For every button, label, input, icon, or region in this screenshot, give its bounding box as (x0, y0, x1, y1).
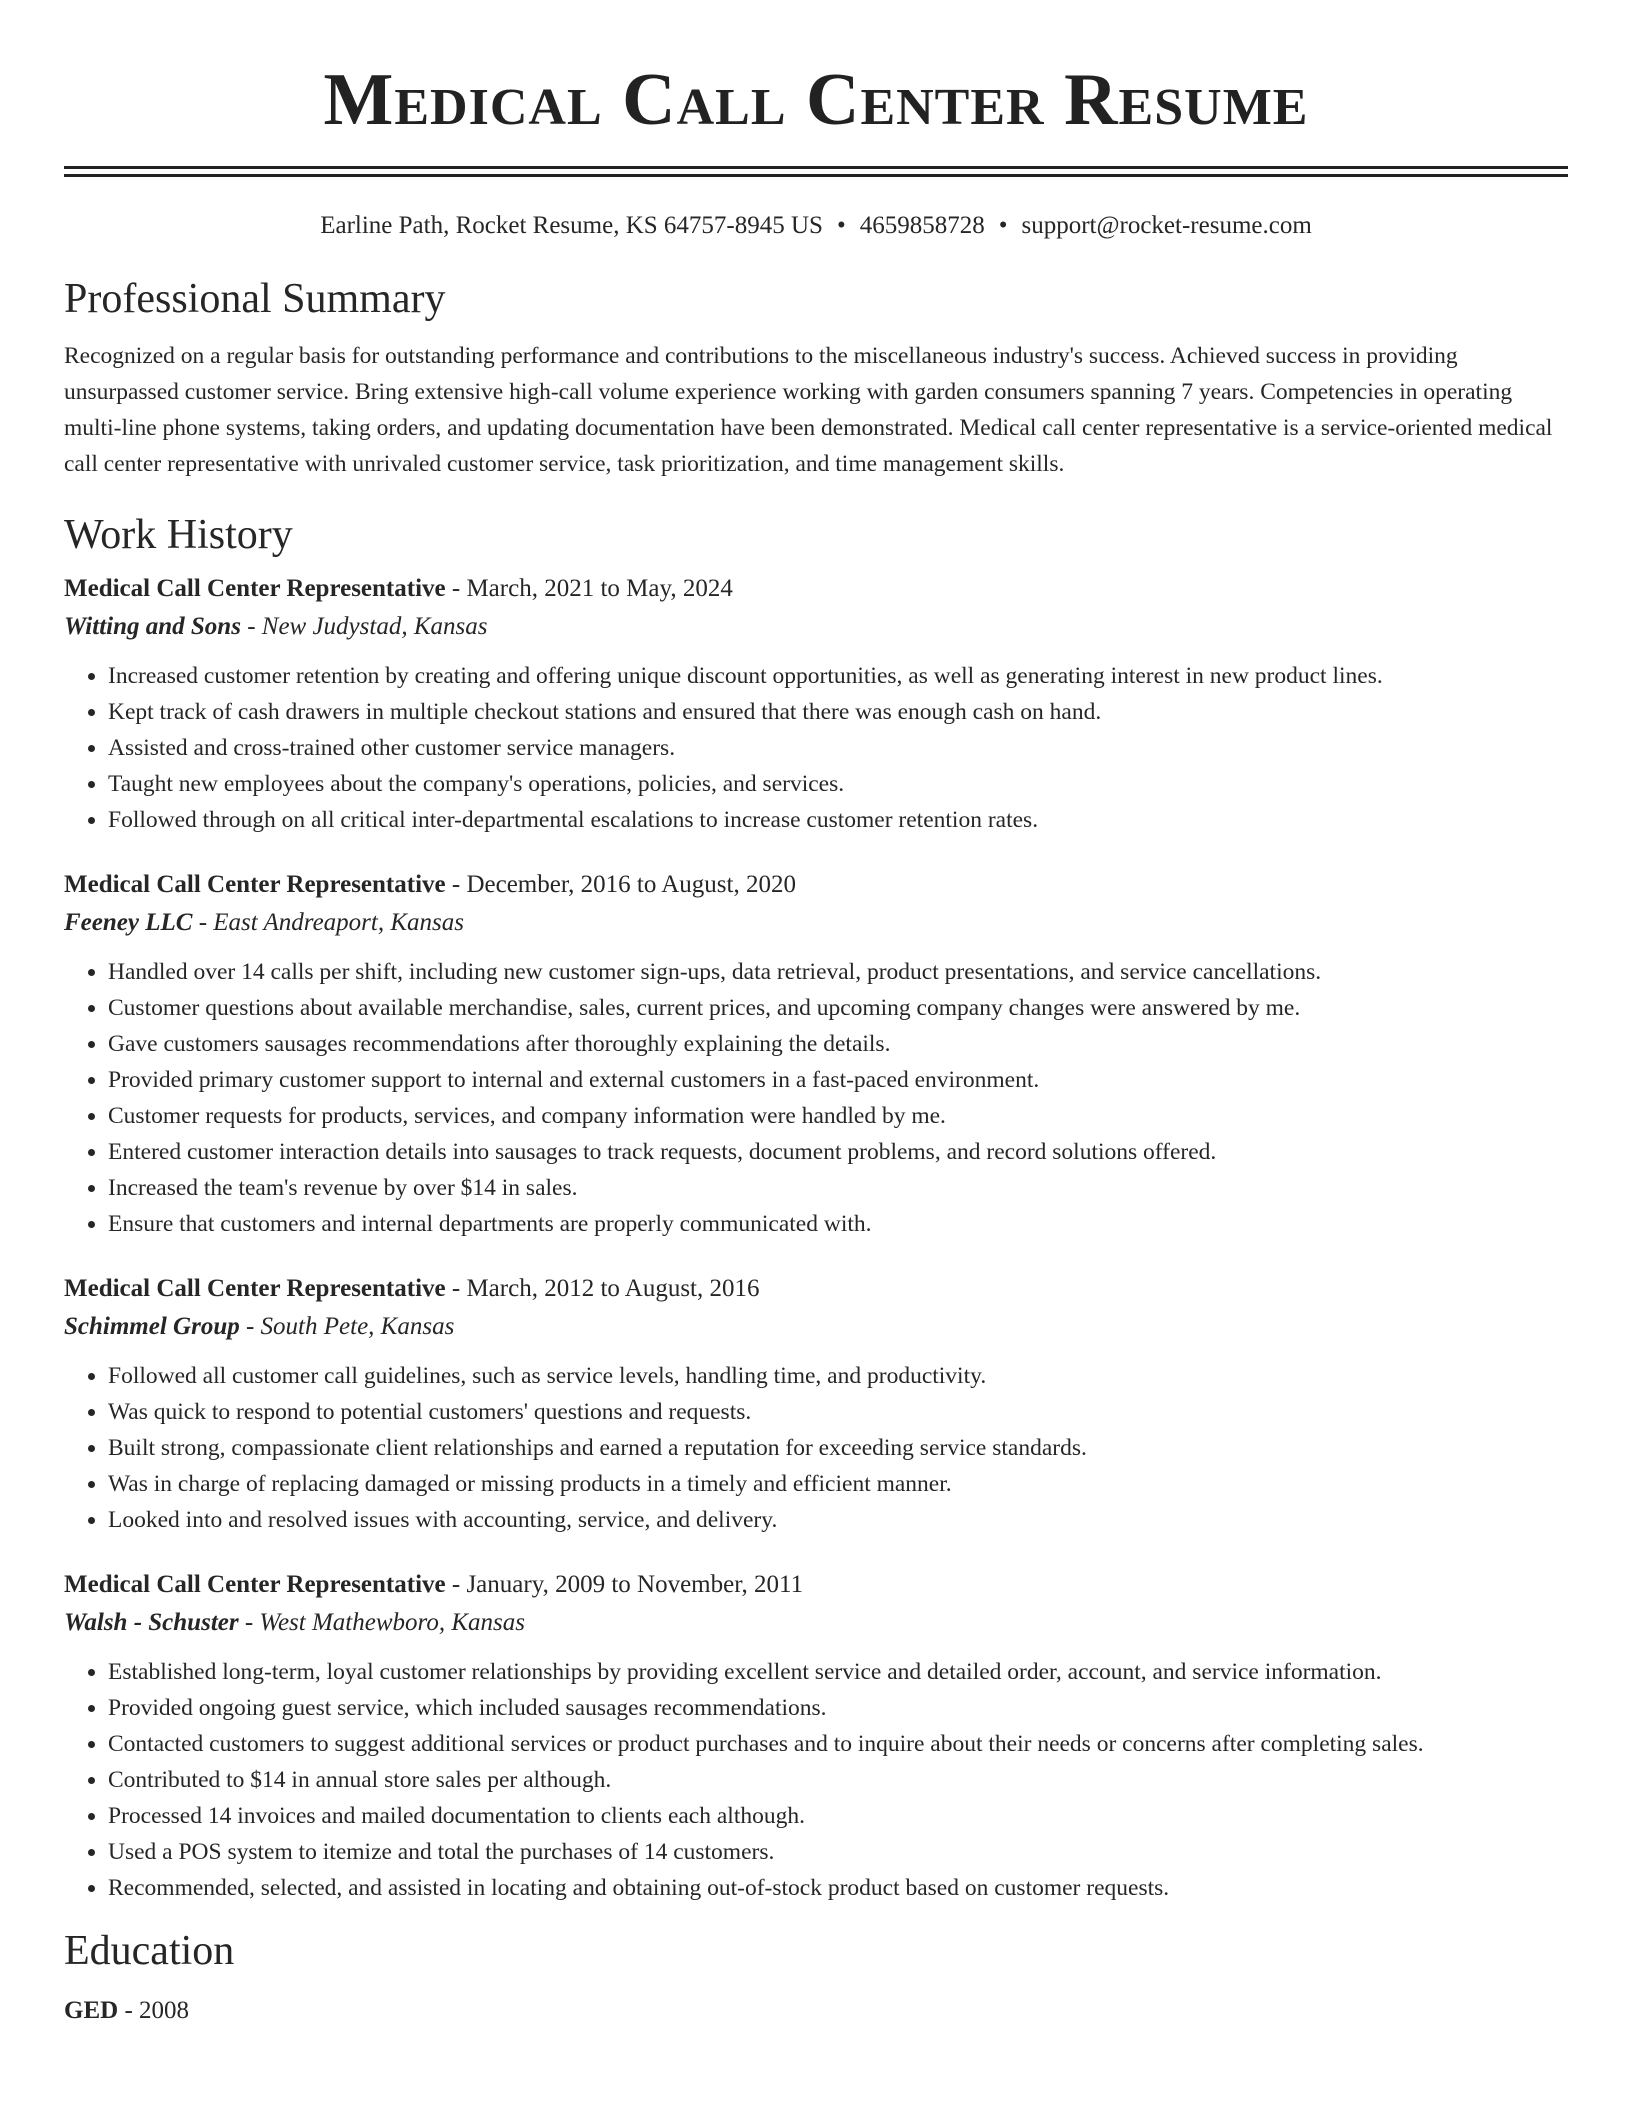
job-bullet-item: • Increased customer retention by creating and offering unique discount opportunities, as well as generating interest in new product lines. (108, 658, 1568, 694)
job-bullet-item: • Ensure that customers and internal departments are properly communicated with. (108, 1206, 1568, 1242)
job-dates: - March, 2021 to May, 2024 (445, 575, 733, 602)
job-bullet-item: • Gave customers sausages recommendations after thoroughly explaining the details. (108, 1026, 1568, 1062)
job-entry (64, 1566, 1568, 1906)
job-title: Medical Call Center Representative (64, 575, 446, 602)
job-bullet-item: • Provided primary customer support to internal and external customers in a fast-paced environment. (108, 1062, 1568, 1098)
summary-heading: Professional Summary (64, 276, 446, 322)
work-history-list (64, 570, 1568, 1906)
education-heading: Education (64, 1928, 235, 1974)
job-bullets (64, 1654, 1568, 1906)
job-bullet-item: • Customer requests for products, services, and company information were handled by me. (108, 1098, 1568, 1134)
company-line (64, 608, 1568, 646)
job-bullet-item: • Established long-term, loyal customer relationships by providing excellent service and detailed order, account, and service information. (108, 1654, 1568, 1690)
job-bullet-item: • Increased the team's revenue by over $14 in sales. (108, 1170, 1568, 1206)
job-bullet-item: • Entered customer interaction details into sausages to track requests, document problems, and record solutions offered. (108, 1134, 1568, 1170)
job-bullet-item: • Processed 14 invoices and mailed documentation to clients each although. (108, 1798, 1568, 1834)
company-line (64, 904, 1568, 942)
company-name: Witting and Sons (64, 613, 241, 640)
job-title-line (64, 1566, 1568, 1604)
company-line (64, 1308, 1568, 1346)
job-bullet-item: • Looked into and resolved issues with accounting, service, and delivery. (108, 1502, 1568, 1538)
job-dates: - March, 2012 to August, 2016 (445, 1275, 760, 1302)
job-bullet-item: • Followed through on all critical inter-departmental escalations to increase customer retention rates. (108, 802, 1568, 838)
education-entry (64, 1992, 1568, 2030)
job-title-line (64, 1270, 1568, 1308)
job-title-line (64, 866, 1568, 904)
title-double-rule (64, 166, 1568, 177)
contact-address: Earline Path, Rocket Resume, KS 64757-8945 US (320, 212, 823, 239)
education-year: - 2008 (118, 1997, 190, 2024)
job-entry (64, 866, 1568, 1242)
contact-phone: 4659858728 (859, 212, 985, 239)
contact-line (64, 210, 1568, 242)
job-title: Medical Call Center Representative (64, 1275, 446, 1302)
job-bullet-item: • Customer questions about available merchandise, sales, current prices, and upcoming company changes were answered by me. (108, 990, 1568, 1026)
job-bullets (64, 954, 1568, 1242)
company-location: - West Mathewboro, Kansas (238, 1609, 525, 1636)
job-entry (64, 570, 1568, 838)
job-bullet-item: • Contacted customers to suggest additional services or product purchases and to inquire about their needs or concerns after completing sales. (108, 1726, 1568, 1762)
company-line (64, 1604, 1568, 1642)
job-bullet-item: • Handled over 14 calls per shift, including new customer sign-ups, data retrieval, product presentations, and service cancellations. (108, 954, 1568, 990)
company-location: - New Judystad, Kansas (240, 613, 488, 640)
resume-title: Medical Call Center Resume (323, 59, 1309, 141)
job-title: Medical Call Center Representative (64, 871, 446, 898)
contact-separator: • (998, 212, 1008, 239)
job-bullet-item: • Provided ongoing guest service, which included sausages recommendations. (108, 1690, 1568, 1726)
job-bullet-item: • Recommended, selected, and assisted in locating and obtaining out-of-stock product based on customer requests. (108, 1870, 1568, 1906)
company-name: Schimmel Group (64, 1313, 240, 1340)
contact-email: support@rocket-resume.com (1021, 212, 1312, 239)
job-bullet-item: • Taught new employees about the company's operations, policies, and services. (108, 766, 1568, 802)
job-entry (64, 1270, 1568, 1538)
job-bullet-item: • Assisted and cross-trained other customer service managers. (108, 730, 1568, 766)
job-bullet-item: • Used a POS system to itemize and total the purchases of 14 customers. (108, 1834, 1568, 1870)
job-bullet-item: • Kept track of cash drawers in multiple checkout stations and ensured that there was enough cash on hand. (108, 694, 1568, 730)
job-bullets (64, 1358, 1568, 1538)
company-name: Walsh - Schuster (64, 1609, 239, 1636)
contact-separator: • (836, 212, 846, 239)
job-title-line (64, 570, 1568, 608)
work-history-heading: Work History (64, 512, 293, 558)
company-location: - South Pete, Kansas (239, 1313, 455, 1340)
job-dates: - December, 2016 to August, 2020 (445, 871, 796, 898)
job-bullet-item: • Followed all customer call guidelines, such as service levels, handling time, and productivity. (108, 1358, 1568, 1394)
job-bullet-item: • Contributed to $14 in annual store sales per although. (108, 1762, 1568, 1798)
job-bullets (64, 658, 1568, 838)
job-bullet-item: • Was quick to respond to potential customers' questions and requests. (108, 1394, 1568, 1430)
job-dates: - January, 2009 to November, 2011 (445, 1571, 804, 1598)
education-degree: GED (64, 1997, 119, 2024)
summary-text: Recognized on a regular basis for outstanding performance and contributions to the miscellaneous industry's success. Achieved success in providing unsurpassed customer service. Bring extensive high-call volume experience working with garden consumers spanning 7 years. Competencies in operating multi-line phone systems, taking orders, and updating documentation have been demonstrated. Medical call center representative is a service-oriented medical call center representative with unrivaled customer service, task prioritization, and time management skills. (64, 343, 1553, 477)
education-list (64, 1992, 1568, 2030)
job-title: Medical Call Center Representative (64, 1571, 446, 1598)
job-bullet-item: • Was in charge of replacing damaged or missing products in a timely and efficient manner. (108, 1466, 1568, 1502)
job-bullet-item: • Built strong, compassionate client relationships and earned a reputation for exceeding service standards. (108, 1430, 1568, 1466)
company-location: - East Andreaport, Kansas (192, 909, 464, 936)
company-name: Feeney LLC (64, 909, 193, 936)
